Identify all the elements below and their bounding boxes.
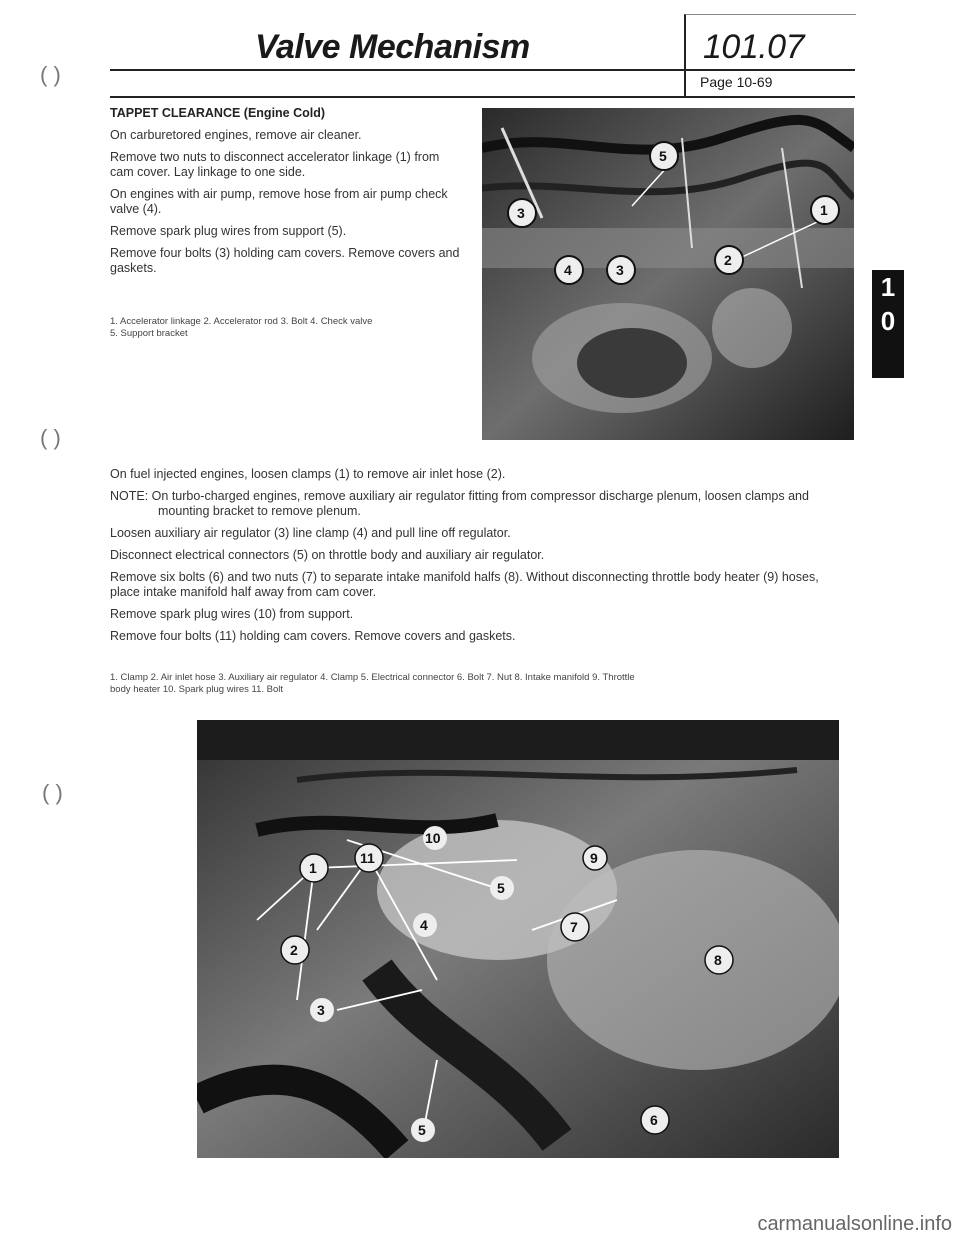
punch-hole-mark: ( )	[40, 425, 61, 450]
callout-label: 3	[616, 262, 624, 278]
page-number: Page 10-69	[700, 74, 773, 90]
paragraph: Loosen auxiliary air regulator (3) line clamp (4) and pull line off regulator.	[110, 526, 511, 540]
engine-photo-fuel-injected	[197, 720, 839, 1158]
punch-hole-mark: ( )	[42, 780, 63, 805]
callout-label: 5	[418, 1122, 426, 1138]
note-paragraph: NOTE: On turbo-charged engines, remove auxiliary air regulator fitting from compressor discharge plenum, loosen clamps and	[110, 489, 809, 503]
figure-caption: body heater 10. Spark plug wires 11. Bolt	[110, 684, 284, 695]
section-tab-digit: 1	[880, 272, 896, 302]
paragraph: Remove four bolts (11) holding cam covers. Remove covers and gaskets.	[110, 629, 516, 643]
section-heading: TAPPET CLEARANCE (Engine Cold)	[110, 106, 326, 120]
section-code: 101.07	[703, 28, 804, 66]
callout-label: 2	[724, 252, 732, 268]
figure-caption: 1. Clamp 2. Air inlet hose 3. Auxiliary air regulator 4. Clamp 5. Electrical connector 6. Bolt 7. Nut 8. Intake manifold 9. Throttle	[110, 672, 635, 683]
header-rule-bottom	[110, 96, 855, 98]
paragraph: Disconnect electrical connectors (5) on throttle body and auxiliary air regulator.	[110, 548, 545, 562]
section-tab	[872, 270, 904, 378]
paragraph: Remove two nuts to disconnect accelerator linkage (1) from	[110, 150, 440, 164]
callout-label: 5	[659, 148, 667, 164]
callout-label: 4	[564, 262, 572, 278]
paragraph: Remove spark plug wires (10) from support.	[110, 607, 354, 621]
callout-label: 8	[714, 952, 722, 968]
punch-hole-mark: ( )	[40, 62, 61, 87]
paragraph: On fuel injected engines, loosen clamps (1) to remove air inlet hose (2).	[110, 467, 506, 481]
callout-label: 7	[570, 919, 578, 935]
callout-label: 4	[420, 917, 428, 933]
paragraph: valve (4).	[110, 202, 162, 216]
paragraph: On engines with air pump, remove hose from air pump check	[110, 187, 448, 201]
watermark: carmanualsonline.info	[757, 1213, 952, 1235]
callout-label: 6	[650, 1112, 658, 1128]
paragraph: Remove six bolts (6) and two nuts (7) to separate intake manifold halfs (8). Without disconnecting throttle body heater (9) hoses,	[110, 570, 819, 584]
paragraph: gaskets.	[110, 261, 157, 275]
callout-label: 1	[309, 860, 317, 876]
callout-label: 9	[590, 850, 598, 866]
paragraph: Remove four bolts (3) holding cam covers. Remove covers and	[110, 246, 460, 260]
paragraph: On carburetored engines, remove air cleaner.	[110, 128, 362, 142]
callout-label: 1	[820, 202, 828, 218]
note-paragraph: mounting bracket to remove plenum.	[158, 504, 361, 518]
callout-label: 3	[517, 205, 525, 221]
callout-label: 10	[425, 830, 441, 846]
paragraph: Remove spark plug wires from support (5).	[110, 224, 347, 238]
callout-label: 11	[360, 850, 375, 866]
paragraph: cam cover. Lay linkage to one side.	[110, 165, 306, 179]
header-rule	[110, 69, 855, 71]
figure-caption: 5. Support bracket	[110, 328, 188, 339]
paragraph: place intake manifold half away from cam cover.	[110, 585, 377, 599]
section-tab-digit: 0	[880, 306, 896, 336]
engine-photo-carburetor	[482, 108, 854, 440]
figure-caption: 1. Accelerator linkage 2. Accelerator rod 3. Bolt 4. Check valve	[110, 316, 373, 327]
page-title: Valve Mechanism	[255, 28, 530, 66]
callout-label: 3	[317, 1002, 325, 1018]
callout-label: 2	[290, 942, 298, 958]
callout-label: 5	[497, 880, 505, 896]
